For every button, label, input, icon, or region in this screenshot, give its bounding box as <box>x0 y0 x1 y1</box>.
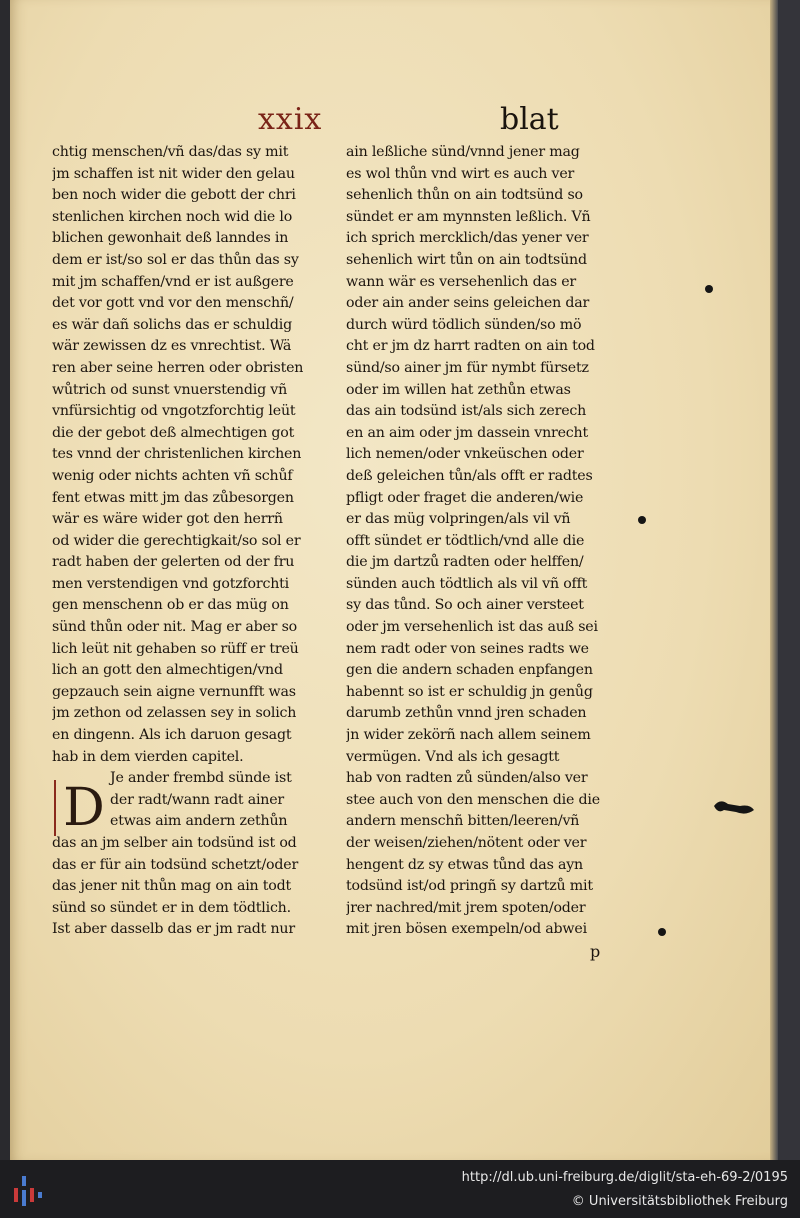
text-line: oder ain ander seins geleichen dar <box>346 295 590 312</box>
copyright-notice: © Universitätsbibliothek Freiburg <box>571 1194 788 1209</box>
text-line: jm zethon od zelassen sey in solich <box>52 705 297 722</box>
text-line: chtig menschen/vñ das/das sy mit <box>52 144 289 160</box>
page-edge <box>770 0 778 1160</box>
text-line: gen menschenn ob er das müg on <box>52 597 289 614</box>
text-line: nem radt oder von seines radts we <box>346 640 589 657</box>
text-line: wann wär es versehenlich das er <box>346 273 576 290</box>
text-line: jn wider zekörñ nach allem seinem <box>346 727 591 744</box>
viewer-footer <box>0 1160 800 1218</box>
book-page <box>10 0 770 1160</box>
right-text-column <box>346 142 646 941</box>
text-line: wenig oder nichts achten vñ schůf <box>52 467 293 484</box>
text-line: od wider die gerechtigkait/so sol er <box>52 532 301 549</box>
folio-number: xxix <box>258 102 323 137</box>
text-line: die jm dartzů radten oder helffen/ <box>346 554 584 571</box>
folio-label: blat <box>500 102 559 137</box>
text-line: lich an gott den almechtigen/vnd <box>52 662 283 679</box>
text-line: wär es wäre wider got den herrñ <box>52 511 283 528</box>
university-logo-icon <box>10 1170 50 1210</box>
text-line: Ist aber dasselb das er jm radt nur <box>52 921 295 938</box>
drop-capital: D <box>54 780 112 836</box>
binding-hole <box>705 285 713 293</box>
text-line: lich nemen/oder vnkeüschen oder <box>346 446 584 463</box>
text-line: fent etwas mitt jm das zůbesorgen <box>52 489 294 506</box>
text-line: sehenlich wirt tůn on ain todtsünd <box>346 251 587 268</box>
text-line: gepzauch sein aigne vernunfft was <box>52 683 296 700</box>
text-line: der weisen/ziehen/nötent oder ver <box>346 835 587 851</box>
text-line: hab von radten zů sünden/also ver <box>346 770 588 787</box>
text-line: sünd so sündet er in dem tödtlich. <box>52 899 291 916</box>
text-line: sünd thůn oder nit. Mag er aber so <box>52 619 297 636</box>
text-line: jm schaffen ist nit wider den gelau <box>52 165 295 182</box>
text-line: das jener nit thůn mag on ain todt <box>52 878 292 895</box>
text-line: hab in dem vierden capitel. <box>52 748 244 765</box>
text-line: das an jm selber ain todsünd ist od <box>52 835 297 851</box>
text-line: tes vnnd der christenlichen kirchen <box>52 446 302 463</box>
text-line: deß geleichen tůn/als offt er radtes <box>346 467 593 484</box>
text-line: gen die andern schaden enpfangen <box>346 662 593 679</box>
source-url-link[interactable]: http://dl.ub.uni-freiburg.de/diglit/sta-eh-69-2/0195 <box>461 1170 788 1185</box>
text-line: mit jm schaffen/vnd er ist außgere <box>52 273 294 290</box>
text-line: es wol thůn vnd wirt es auch ver <box>346 165 575 182</box>
text-line: durch würd tödlich sünden/so mö <box>346 316 582 333</box>
text-line: dem er ist/so sol er das thůn das sy <box>52 251 299 268</box>
signature-mark: p <box>590 942 601 961</box>
page-header <box>10 102 770 142</box>
text-line: die der gebot deß almechtigen got <box>52 424 295 441</box>
text-line: mit jren bösen exempeln/od abwei <box>346 921 587 938</box>
text-line: wär zewissen dz es vnrechtist. Wä <box>52 338 292 355</box>
text-line: stee auch von den menschen die die <box>346 791 600 808</box>
text-line: sehenlich thůn on ain todtsünd so <box>346 187 583 204</box>
text-line: sünden auch tödtlich als vil vñ offt <box>346 575 588 592</box>
text-line: oder im willen hat zethůn etwas <box>346 381 571 398</box>
text-line: es wär dañ solichs das er schuldig <box>52 316 292 333</box>
text-line: todsünd ist/od pringñ sy dartzů mit <box>346 878 593 895</box>
text-line: offt sündet er tödtlich/vnd alle die <box>346 532 585 549</box>
text-line: en an aim oder jm dassein vnrecht <box>346 424 588 441</box>
text-line: etwas aim andern zethůn <box>110 813 288 830</box>
text-line: das er für ain todsünd schetzt/oder <box>52 856 299 873</box>
text-line: hengent dz sy etwas tůnd das ayn <box>346 856 583 873</box>
text-line: ben noch wider die gebott der chri <box>52 187 296 204</box>
text-line: wůtrich od sunst vnuerstendig vñ <box>52 381 288 398</box>
text-line: radt haben der gelerten od der fru <box>52 554 295 571</box>
text-line: cht er jm dz harrt radten on ain tod <box>346 338 595 355</box>
ink-blot-mark <box>710 796 766 820</box>
text-line: blichen gewonhait deß lanndes in <box>52 230 289 247</box>
text-line: pfligt oder fraget die anderen/wie <box>346 489 584 506</box>
text-line: vnfürsichtig od vngotzforchtig leüt <box>52 403 296 420</box>
text-line: ren aber seine herren oder obristen <box>52 359 304 376</box>
text-line: jrer nachred/mit jrem spoten/oder <box>346 899 586 916</box>
text-line: Je ander frembd sünde ist <box>110 770 292 787</box>
text-line: der radt/wann radt ainer <box>110 791 285 808</box>
text-line: sündet er am mynnsten leßlich. Vñ <box>346 208 591 225</box>
text-line: darumb zethůn vnnd jren schaden <box>346 705 587 722</box>
text-line: en dingenn. Als ich daruon gesagt <box>52 727 292 744</box>
text-line: andern menschñ bitten/leeren/vñ <box>346 813 580 830</box>
text-line: vermügen. Vnd als ich gesagtt <box>346 748 560 765</box>
text-line: men verstendigen vnd gotzforchti <box>52 575 289 592</box>
text-line: das ain todsünd ist/als sich zerech <box>346 403 587 420</box>
text-line: sünd/so ainer jm für nymbt fürsetz <box>346 359 589 376</box>
text-line: oder jm versehenlich ist das auß sei <box>346 619 598 636</box>
text-line: det vor gott vnd vor den menschñ/ <box>52 295 294 312</box>
text-line: habennt so ist er schuldig jn genůg <box>346 683 593 700</box>
text-line: ain leßliche sünd/vnnd jener mag <box>346 144 580 160</box>
text-line: sy das tůnd. So och ainer versteet <box>346 597 584 614</box>
binding-hole <box>638 516 646 524</box>
text-line: er das müg volpringen/als vil vñ <box>346 511 571 528</box>
text-line: ich sprich mercklich/das yener ver <box>346 230 589 247</box>
text-line: stenlichen kirchen noch wid die lo <box>52 208 293 225</box>
text-line: lich leüt nit gehaben so rüff er treü <box>52 640 299 657</box>
binding-hole <box>658 928 666 936</box>
